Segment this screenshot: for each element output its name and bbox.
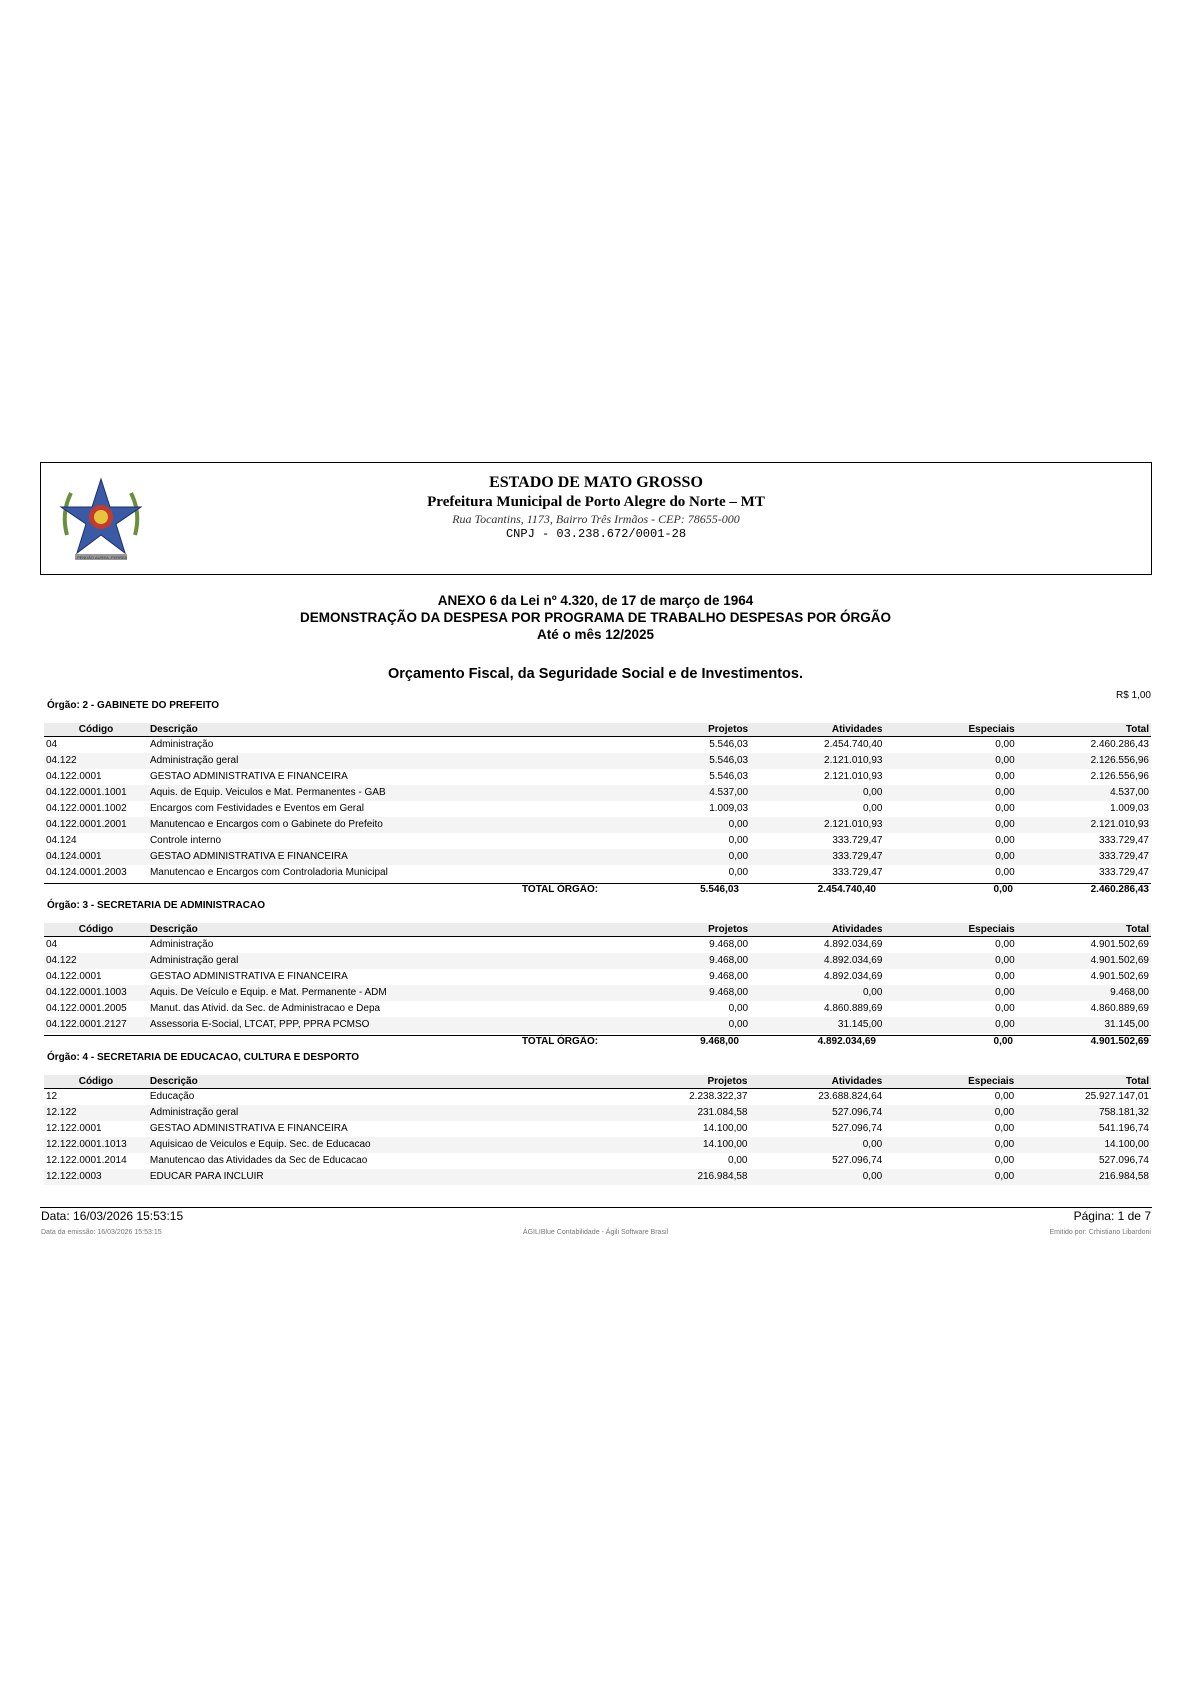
cell-atividades: 4.892.034,69: [824, 939, 883, 950]
cell-descricao: Manut. das Ativid. da Sec. de Administracao e Depa: [149, 1003, 381, 1014]
cell-projetos: 0,00: [728, 1003, 749, 1014]
cell-total: 4.901.502,69: [1090, 939, 1149, 950]
cell-codigo: 04.122.0001: [46, 771, 102, 782]
cell-especiais: 0,00: [995, 867, 1015, 878]
cell-codigo: 12.122.0003: [44, 1169, 148, 1185]
currency-unit: R$ 1,00: [1115, 690, 1151, 701]
cell-descricao: GESTAO ADMINISTRATIVA E FINANCEIRA: [148, 849, 554, 865]
cell-especiais: 0,00: [884, 1105, 1016, 1121]
table-row: [44, 1137, 1151, 1153]
table-row: [44, 849, 1151, 865]
column-header-especiais: Especiais: [884, 723, 1016, 737]
cell-especiais: 0,00: [884, 1017, 1016, 1033]
cell-total: 2.126.556,96: [1090, 771, 1149, 782]
cell-atividades: 0,00: [862, 803, 883, 814]
cell-projetos: 0,00: [728, 867, 749, 878]
table-row: [44, 769, 1151, 785]
cell-projetos: 14.100,00: [703, 1123, 748, 1134]
cell-especiais: 0,00: [995, 803, 1015, 814]
cell-descricao: Administração: [149, 739, 214, 750]
cell-atividades: 527.096,74: [832, 1155, 883, 1166]
cell-especiais: 0,00: [994, 1155, 1015, 1166]
cell-total: 2.460.286,43: [1090, 739, 1149, 750]
cell-projetos: 4.537,00: [554, 785, 750, 801]
table-row: [44, 1153, 1151, 1169]
orgao-total-row: [44, 1035, 1151, 1049]
cell-total: 14.100,00: [1016, 1137, 1151, 1153]
cell-projetos: 5.546,03: [709, 739, 749, 750]
cell-codigo: 12.122.0001.1013: [44, 1137, 148, 1153]
cell-projetos: 0,00: [728, 1155, 748, 1166]
cell-descricao: Controle interno: [149, 835, 222, 846]
cell-atividades: 2.121.010,93: [750, 753, 884, 769]
column-header-projetos: Projetos: [554, 923, 750, 937]
column-header-codigo: Código: [44, 723, 148, 737]
cell-total: 4.537,00: [1017, 785, 1151, 801]
cell-descricao: Aquisicao de Veiculos e Equip. Sec. de Educacao: [148, 1137, 552, 1153]
cell-projetos: 0,00: [554, 1017, 750, 1033]
cell-total: 333.729,47: [1098, 835, 1149, 846]
cell-especiais: 0,00: [995, 835, 1015, 846]
table-row: [44, 1121, 1151, 1137]
cell-especiais: 0,00: [995, 971, 1015, 982]
svg-text:AUREA: AUREA: [95, 555, 109, 560]
cell-total: 2.121.010,93: [1017, 817, 1151, 833]
cell-descricao: Manutencao e Encargos com Controladoria Municipal: [149, 867, 388, 878]
cell-codigo: 12: [46, 1091, 58, 1102]
cell-projetos: 216.984,58: [552, 1169, 749, 1185]
cell-total: 4.901.502,69: [1017, 953, 1151, 969]
report-subtitle: Orçamento Fiscal, da Seguridade Social e de Investimentos.: [388, 666, 803, 682]
cell-codigo: 12.122.0001.2014: [46, 1155, 127, 1166]
cell-atividades: 4.860.889,69: [824, 1003, 883, 1014]
cell-projetos: 5.546,03: [709, 771, 749, 782]
total-atividades: 2.454.740,40: [817, 884, 876, 895]
cell-especiais: 0,00: [994, 1123, 1015, 1134]
table-row: [44, 1001, 1151, 1017]
cell-projetos: 9.468,00: [554, 953, 750, 969]
column-header-descricao: Descrição: [148, 923, 554, 937]
total-especiais: 0,00: [993, 1036, 1013, 1047]
cell-especiais: 0,00: [884, 817, 1016, 833]
cell-descricao: Aquis. de Equip. Veiculos e Mat. Permanentes - GAB: [148, 785, 554, 801]
cell-projetos: 231.084,58: [552, 1105, 749, 1121]
cell-total: 25.927.147,01: [1085, 1091, 1149, 1102]
state-name: ESTADO DE MATO GROSSO: [489, 474, 703, 491]
cell-descricao: Administração geral: [148, 753, 554, 769]
cell-atividades: 2.121.010,93: [824, 771, 883, 782]
total-label: TOTAL ÓRGÃO:: [522, 884, 599, 895]
cell-total: 31.145,00: [1017, 1017, 1151, 1033]
cell-descricao: GESTAO ADMINISTRATIVA E FINANCEIRA: [149, 771, 348, 782]
cell-total: 333.729,47: [1098, 867, 1149, 878]
table-header-row: [44, 1075, 1151, 1089]
cell-projetos: 9.468,00: [554, 985, 750, 1001]
cell-atividades: 527.096,74: [750, 1105, 885, 1121]
cell-especiais: 0,00: [995, 771, 1015, 782]
table-header-row: [44, 923, 1151, 937]
column-header-atividades: Atividades: [750, 723, 884, 737]
cell-atividades: 0,00: [750, 785, 884, 801]
table-row: [44, 737, 1151, 754]
cell-especiais: 0,00: [884, 849, 1016, 865]
cell-descricao: EDUCAR PARA INCLUIR: [148, 1169, 552, 1185]
orgao-table: [44, 723, 1151, 881]
column-header-codigo: Código: [44, 923, 148, 937]
total-atividades: 4.892.034,69: [817, 1036, 876, 1047]
table-row: [44, 865, 1151, 881]
orgao-title: Órgão: 2 - GABINETE DO PREFEITO: [47, 700, 220, 711]
total-projetos: 9.468,00: [700, 1036, 739, 1047]
cell-descricao: Aquis. De Veículo e Equip. e Mat. Permanente - ADM: [148, 985, 554, 1001]
cell-projetos: 0,00: [554, 817, 750, 833]
footer-emission-date: Data da emissão: 16/03/2026 15:53:15: [41, 1229, 162, 1236]
cell-codigo: 04.122.0001: [46, 971, 102, 982]
report-title-main: DEMONSTRAÇÃO DA DESPESA POR PROGRAMA DE TRABALHO DESPESAS POR ÓRGÃO: [299, 610, 892, 625]
table-row: [44, 1089, 1151, 1106]
cell-descricao: Manutencao das Atividades da Sec de Educacao: [149, 1155, 368, 1166]
total-label: TOTAL ÓRGÃO:: [522, 1036, 599, 1047]
cell-codigo: 04.124.0001.2003: [46, 867, 127, 878]
cell-projetos: 0,00: [554, 849, 750, 865]
cell-projetos: 9.468,00: [709, 971, 749, 982]
svg-text:FERREA: FERREA: [111, 555, 128, 560]
column-header-projetos: Projetos: [554, 723, 750, 737]
cell-codigo: 04.124.0001: [44, 849, 148, 865]
cell-codigo: 04.124: [46, 835, 77, 846]
cell-especiais: 0,00: [884, 785, 1016, 801]
orgao-title: Órgão: 4 - SECRETARIA DE EDUCACAO, CULTURA E DESPORTO: [47, 1052, 360, 1063]
cell-total: 216.984,58: [1016, 1169, 1151, 1185]
cell-projetos: 14.100,00: [552, 1137, 749, 1153]
table-row: [44, 1105, 1151, 1121]
prefeitura-name: Prefeitura Municipal de Porto Alegre do Norte – MT: [427, 494, 765, 510]
total-total: 4.901.502,69: [1090, 1036, 1149, 1047]
cell-atividades: 333.729,47: [832, 867, 883, 878]
cell-descricao: Encargos com Festividades e Eventos em Geral: [149, 803, 364, 814]
cell-descricao: Educação: [149, 1091, 195, 1102]
column-header-total: Total: [1017, 723, 1151, 737]
table-header-row: [44, 723, 1151, 737]
table-row: [44, 753, 1151, 769]
table-row: [44, 937, 1151, 954]
column-header-descricao: Descrição: [148, 1075, 552, 1089]
cell-atividades: 0,00: [750, 985, 884, 1001]
total-projetos: 5.546,03: [700, 884, 739, 895]
cell-codigo: 04.122.0001.2127: [44, 1017, 148, 1033]
orgao-table: [44, 923, 1151, 1033]
cell-total: 9.468,00: [1017, 985, 1151, 1001]
cell-especiais: 0,00: [994, 1091, 1015, 1102]
cell-total: 541.196,74: [1098, 1123, 1149, 1134]
cnpj: CNPJ - 03.238.672/0001-28: [505, 527, 687, 541]
cell-atividades: 333.729,47: [832, 835, 883, 846]
svg-text:PENDÃO: PENDÃO: [77, 555, 94, 560]
column-header-especiais: Especiais: [884, 923, 1016, 937]
column-header-atividades: Atividades: [750, 923, 884, 937]
column-header-total: Total: [1016, 1075, 1151, 1089]
total-especiais: 0,00: [993, 884, 1013, 895]
footer-software: ÁGILIBlue Contabilidade - Ágili Software Brasil: [522, 1229, 669, 1236]
cell-codigo: 12.122: [44, 1105, 148, 1121]
cell-especiais: 0,00: [884, 985, 1016, 1001]
footer-page-number: Página: 1 de 7: [1073, 1209, 1151, 1223]
cell-total: 2.126.556,96: [1017, 753, 1151, 769]
cell-atividades: 4.892.034,69: [824, 971, 883, 982]
column-header-projetos: Projetos: [552, 1075, 749, 1089]
column-header-especiais: Especiais: [884, 1075, 1016, 1089]
table-row: [44, 785, 1151, 801]
cell-projetos: 0,00: [728, 835, 749, 846]
table-row: [44, 985, 1151, 1001]
cell-codigo: 04.122.0001.2001: [44, 817, 148, 833]
orgao-title: Órgão: 3 - SECRETARIA DE ADMINISTRACAO: [47, 900, 265, 911]
cell-especiais: 0,00: [995, 739, 1015, 750]
cell-codigo: 04: [46, 939, 58, 950]
column-header-atividades: Atividades: [750, 1075, 885, 1089]
report-title-annex: ANEXO 6 da Lei nº 4.320, de 17 de março de 1964: [437, 593, 754, 608]
cell-atividades: 4.892.034,69: [750, 953, 884, 969]
cell-total: 4.901.502,69: [1090, 971, 1149, 982]
cell-codigo: 04.122: [44, 753, 148, 769]
cell-descricao: Administração geral: [148, 953, 554, 969]
cell-especiais: 0,00: [995, 1003, 1015, 1014]
table-row: [44, 969, 1151, 985]
cell-codigo: 04.122.0001.1002: [46, 803, 127, 814]
cell-descricao: GESTAO ADMINISTRATIVA E FINANCEIRA: [149, 1123, 348, 1134]
footer-divider: [40, 1207, 1152, 1208]
cell-codigo: 04.122.0001.1001: [44, 785, 148, 801]
cell-total: 333.729,47: [1017, 849, 1151, 865]
column-header-codigo: Código: [44, 1075, 148, 1089]
total-total: 2.460.286,43: [1090, 884, 1149, 895]
table-row: [44, 1017, 1151, 1033]
cell-codigo: 04.122: [44, 953, 148, 969]
table-row: [44, 833, 1151, 849]
cell-atividades: 333.729,47: [750, 849, 884, 865]
cell-especiais: 0,00: [884, 953, 1016, 969]
report-period: Até o mês 12/2025: [536, 627, 655, 642]
cell-especiais: 0,00: [995, 939, 1015, 950]
cell-descricao: GESTAO ADMINISTRATIVA E FINANCEIRA: [149, 971, 348, 982]
cell-atividades: 527.096,74: [832, 1123, 883, 1134]
cell-descricao: Manutencao e Encargos com o Gabinete do Prefeito: [148, 817, 554, 833]
cell-atividades: 2.121.010,93: [750, 817, 884, 833]
cell-atividades: 0,00: [750, 1137, 885, 1153]
cell-total: 4.860.889,69: [1090, 1003, 1149, 1014]
cell-codigo: 04: [46, 739, 58, 750]
cell-projetos: 9.468,00: [709, 939, 749, 950]
cell-projetos: 2.238.322,37: [689, 1091, 748, 1102]
table-row: [44, 1169, 1151, 1185]
cell-descricao: Assessoria E-Social, LTCAT, PPP, PPRA PCMSO: [148, 1017, 554, 1033]
cell-total: 758.181,32: [1016, 1105, 1151, 1121]
column-header-total: Total: [1017, 923, 1151, 937]
cell-codigo: 04.122.0001.1003: [44, 985, 148, 1001]
column-header-descricao: Descrição: [148, 723, 554, 737]
cell-atividades: 23.688.824,64: [818, 1091, 883, 1102]
footer-date: Data: 16/03/2026 15:53:15: [41, 1209, 184, 1223]
cell-especiais: 0,00: [884, 1137, 1016, 1153]
cell-atividades: 31.145,00: [750, 1017, 884, 1033]
cell-atividades: 2.454.740,40: [824, 739, 883, 750]
cell-especiais: 0,00: [884, 1169, 1016, 1185]
address: Rua Tocantins, 1173, Bairro Três Irmãos - CEP: 78655-000: [452, 512, 740, 526]
cell-projetos: 5.546,03: [554, 753, 750, 769]
table-row: [44, 817, 1151, 833]
orgao-table: [44, 1075, 1151, 1185]
cell-total: 527.096,74: [1098, 1155, 1149, 1166]
orgao-total-row: [44, 883, 1151, 897]
cell-projetos: 1.009,03: [709, 803, 749, 814]
table-row: [44, 953, 1151, 969]
cell-total: 1.009,03: [1110, 803, 1149, 814]
cell-descricao: Administração geral: [148, 1105, 552, 1121]
cell-especiais: 0,00: [884, 753, 1016, 769]
footer-emitted-by: Emitido por: Crhistiano Libardoni: [1049, 1229, 1151, 1236]
letterhead: [40, 462, 1152, 575]
cell-codigo: 04.122.0001.2005: [46, 1003, 127, 1014]
cell-descricao: Administração: [149, 939, 214, 950]
cell-atividades: 0,00: [750, 1169, 885, 1185]
report-titles: [0, 592, 1191, 643]
cell-codigo: 12.122.0001: [46, 1123, 102, 1134]
table-row: [44, 801, 1151, 817]
